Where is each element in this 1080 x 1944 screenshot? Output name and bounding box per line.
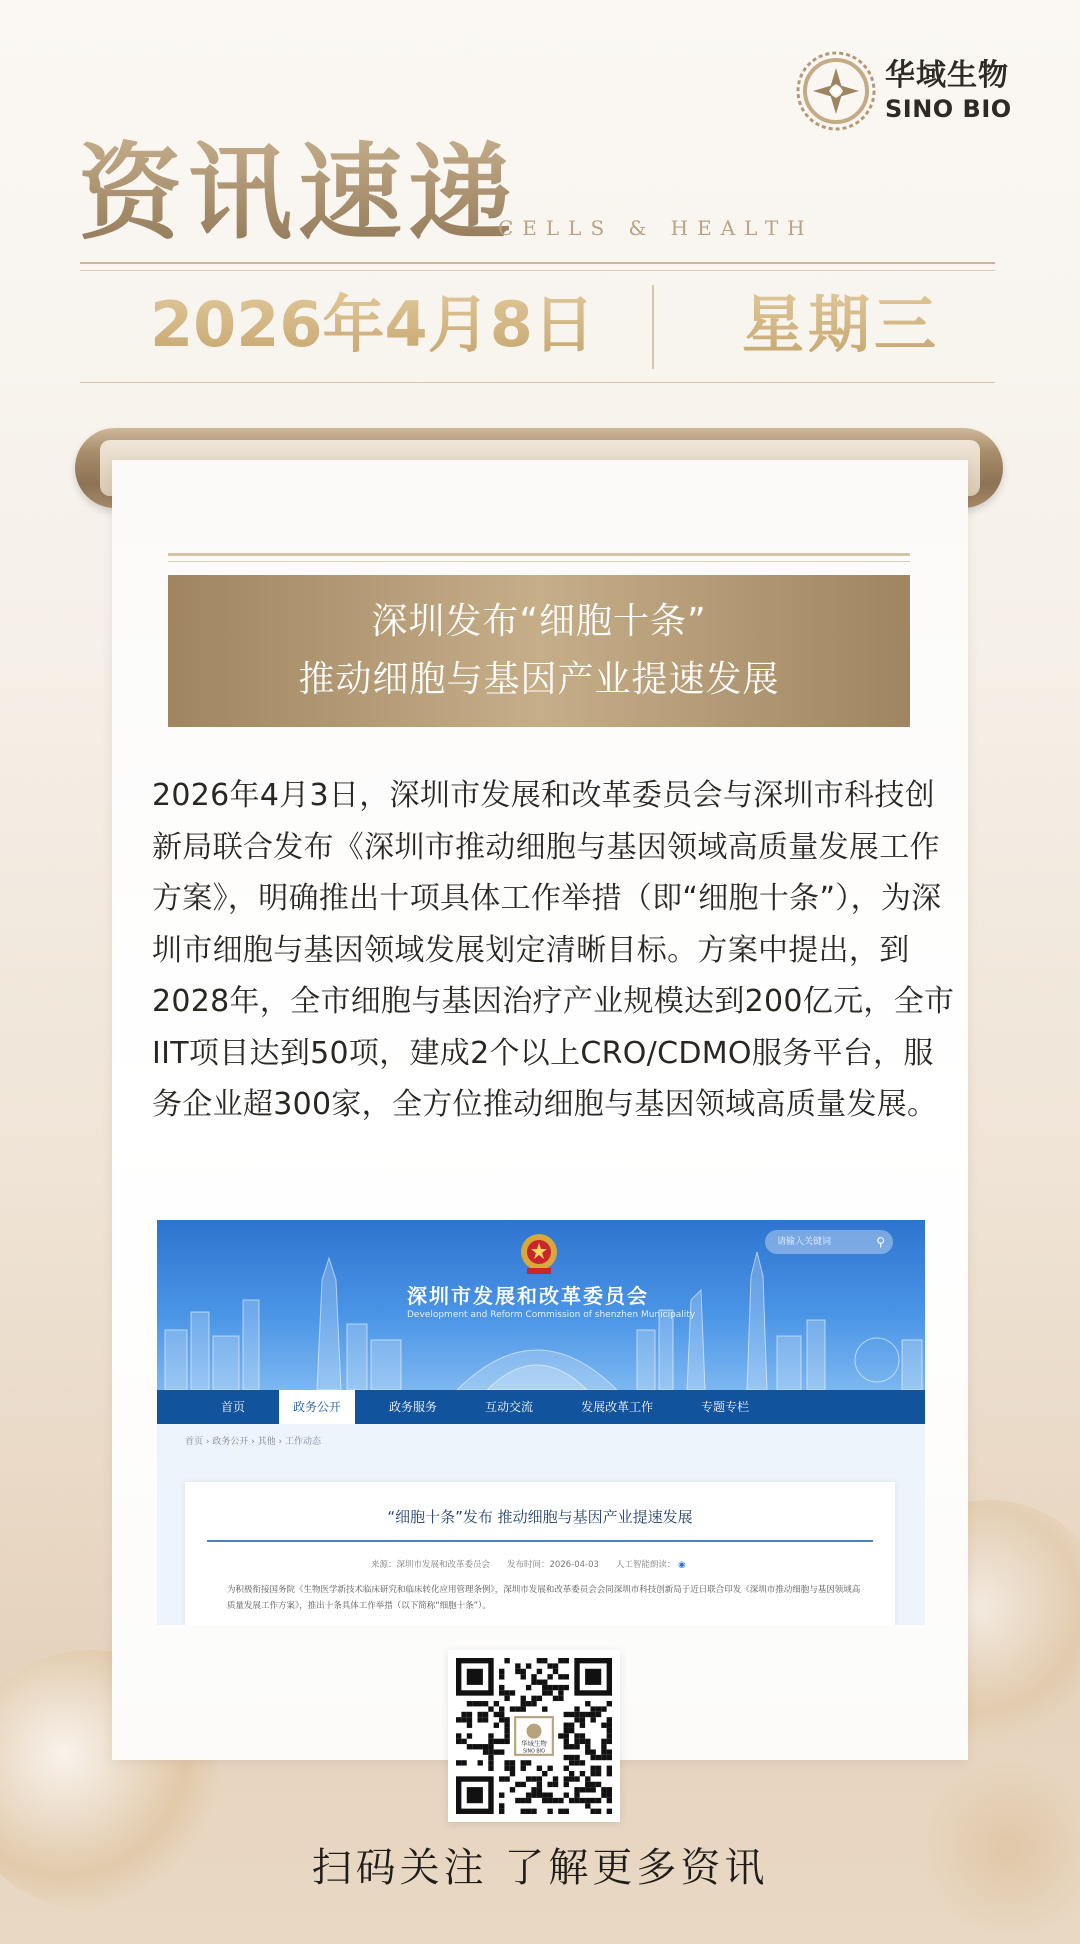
headline-banner [168,575,910,727]
sino-bio-logo-icon [795,50,877,132]
page-title: 资讯速递 [78,128,518,258]
headline-line-1: 深圳发布“细胞十条” [371,601,707,642]
national-emblem-icon [519,1232,559,1276]
breadcrumb[interactable]: 首页 › 政务公开 › 其他 › 工作动态 [185,1437,321,1447]
divider [80,382,995,383]
qr-center-label-en [523,1749,545,1755]
headline-line-2: 推动细胞与基因产业提速发展 [298,659,780,700]
headline-rule [168,553,910,556]
divider [80,270,995,271]
search-placeholder: 请输入关键词 [777,1237,832,1247]
article-card [185,1482,895,1625]
qr-center-label-cn: 华域生物 [521,1739,547,1748]
speaker-icon[interactable]: ◉ [678,1560,686,1570]
date-divider [652,285,654,369]
article-paragraph: 2026年4月3日，深圳市发展和改革委员会与深圳市科技创新局联合发布《深圳市推动细胞与基因领域高质量发展工作方案》，明确推出十项具体工作举措（即“细胞十条”），为深圳市细胞与基因领域发展划定清晰目标。方案中提出，到2028年，全市细胞与基因治疗产业规模达到200亿元，全市IIT项目达到50项，建成2个以上CRO/CDMO服务平台，服务企业超300家，全方位推动细胞与基因领域高质量发展。 [152,778,955,1122]
page-subtitle: CELLS & HEALTH [498,216,814,240]
article-meta-text: 来源：深圳市发展和改革委员会 发布时间：2026-04-03 人工智能朗读： [371,1560,676,1570]
divider [80,262,995,264]
headline-rule [168,561,910,562]
nav-item-reform[interactable]: 发展改革工作 [581,1400,654,1414]
footer-cta: 扫码关注 了解更多资讯 [311,1845,769,1891]
brand-name-en: SINO BIO [885,95,1012,123]
website-banner [157,1220,925,1390]
nav-item-services[interactable]: 政务服务 [389,1400,438,1414]
website-nav [157,1390,925,1424]
issue-date: 2026年4月8日 [150,285,595,365]
issue-weekday: 星期三 [742,285,940,365]
qr-code[interactable] [448,1650,620,1822]
nav-item-public-affairs[interactable]: 政务公开 [279,1390,355,1424]
brand-logo [795,50,1012,132]
search-icon[interactable]: ⚲ [876,1235,885,1249]
article-title-rule [207,1540,873,1542]
website-search-input[interactable] [765,1230,893,1254]
article-body [152,770,962,1131]
nav-item-home[interactable]: 首页 [221,1400,246,1414]
website-title: 深圳市发展和改革委员会 [407,1284,649,1308]
nav-item-interaction[interactable]: 互动交流 [485,1400,534,1414]
brand-name-cn: 华域生物 [885,58,1009,93]
article-excerpt: 为积极衔接国务院《生物医学新技术临床研究和临床转化应用管理条例》，深圳市发展和改革委员会会同深圳市科技创新局于近日联合印发《深圳市推动细胞与基因领域高质量发展工作方案》，推出十条具体工作举措（以下简称“细胞十条”）。 [227,1585,861,1611]
website-screenshot [157,1220,925,1625]
nav-item-topics[interactable]: 专题专栏 [701,1400,750,1414]
website-subtitle: Development and Reform Commission of shenzhen Municipality [407,1310,696,1320]
article-title: “细胞十条”发布 推动细胞与基因产业提速发展 [387,1508,693,1526]
qr-code-image [456,1658,612,1814]
article-meta [371,1558,686,1570]
